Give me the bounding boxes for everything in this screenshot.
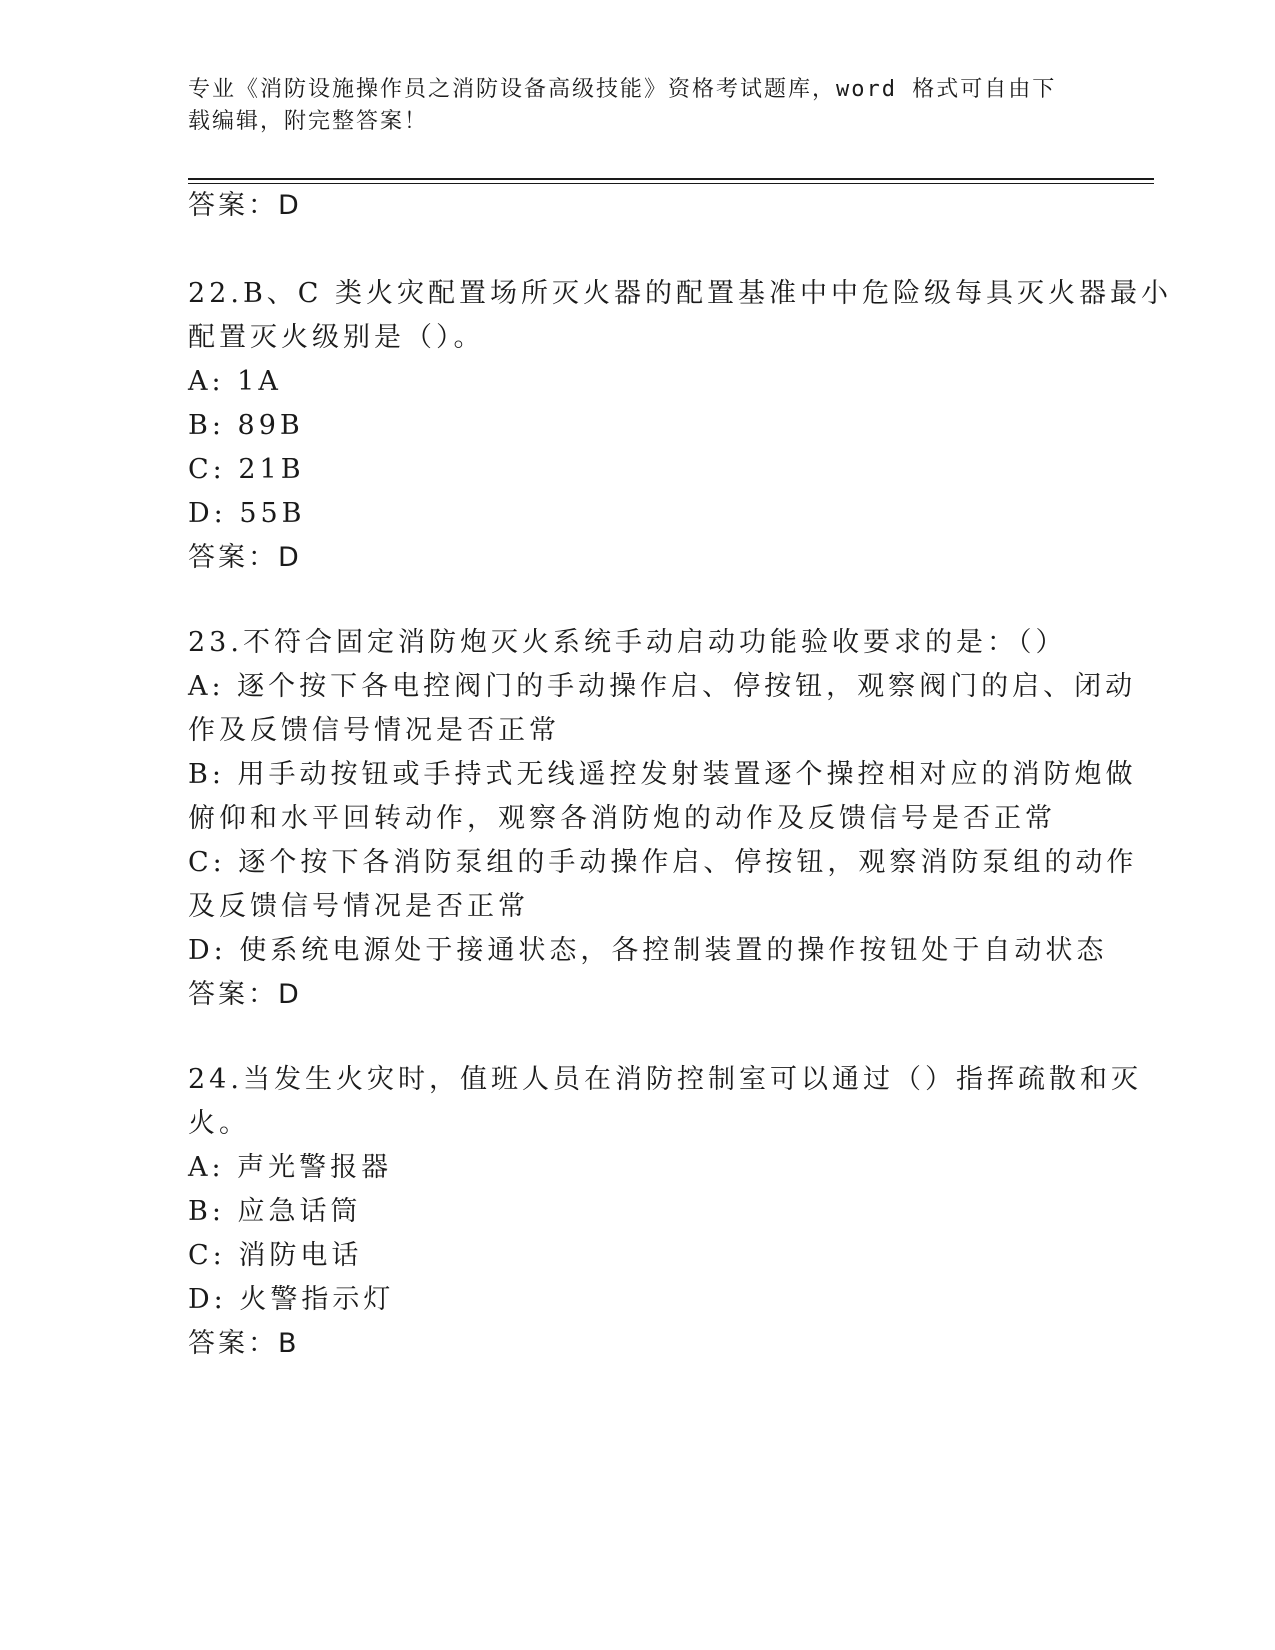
- question-23-option-d: D: 使系统电源处于接通状态，各控制装置的操作按钮处于自动状态: [188, 935, 1108, 966]
- question-24-option-a: A: 声光警报器: [188, 1152, 393, 1183]
- question-22-stem-line-1: 22.B、C 类火灾配置场所灭火器的配置基准中中危险级每具灭火器最小: [188, 278, 1173, 309]
- question-23-option-a-line-1: A: 逐个按下各电控阀门的手动操作启、停按钮，观察阀门的启、闭动: [188, 671, 1137, 702]
- document-header: [188, 74, 1088, 138]
- question-24-option-b: B: 应急话筒: [188, 1196, 362, 1227]
- question-23-stem: 23.不符合固定消防炮灭火系统手动启动功能验收要求的是：（）: [188, 627, 1067, 658]
- question-23-option-c-line-2: 及反馈信号情况是否正常: [188, 891, 529, 922]
- question-22-option-b: B: 89B: [188, 410, 304, 441]
- question-22-option-a: A: 1A: [188, 366, 282, 397]
- question-24-stem-line-1: 24.当发生火灾时，值班人员在消防控制室可以通过（）指挥疏散和灭: [188, 1064, 1142, 1095]
- question-22-option-d: D: 55B: [188, 498, 306, 529]
- question-23-option-b-line-2: 俯仰和水平回转动作，观察各消防炮的动作及反馈信号是否正常: [188, 803, 1056, 834]
- question-22-option-c: C: 21B: [188, 454, 305, 485]
- question-24-stem-line-2: 火。: [188, 1108, 250, 1139]
- header-line-1: 专业《消防设施操作员之消防设备高级技能》资格考试题库，word 格式可自由下: [188, 77, 1057, 102]
- previous-answer: 答案：D: [188, 190, 302, 221]
- question-23-option-c-line-1: C: 逐个按下各消防泵组的手动操作启、停按钮，观察消防泵组的动作: [188, 847, 1138, 878]
- question-24-option-c: C: 消防电话: [188, 1240, 363, 1271]
- question-23-option-a-line-2: 作及反馈信号情况是否正常: [188, 715, 560, 746]
- question-22-stem-line-2: 配置灭火级别是（）。: [188, 322, 485, 353]
- question-22-answer: 答案：D: [188, 542, 302, 573]
- header-divider-thin: [188, 183, 1154, 184]
- question-24-option-d: D: 火警指示灯: [188, 1284, 395, 1315]
- question-23-option-b-line-1: B: 用手动按钮或手持式无线遥控发射装置逐个操控相对应的消防炮做: [188, 759, 1137, 790]
- question-24-answer: 答案：B: [188, 1328, 300, 1359]
- header-divider-thick: [188, 178, 1154, 180]
- question-23-answer: 答案：D: [188, 979, 302, 1010]
- header-line-2: 载编辑，附完整答案！: [188, 109, 429, 134]
